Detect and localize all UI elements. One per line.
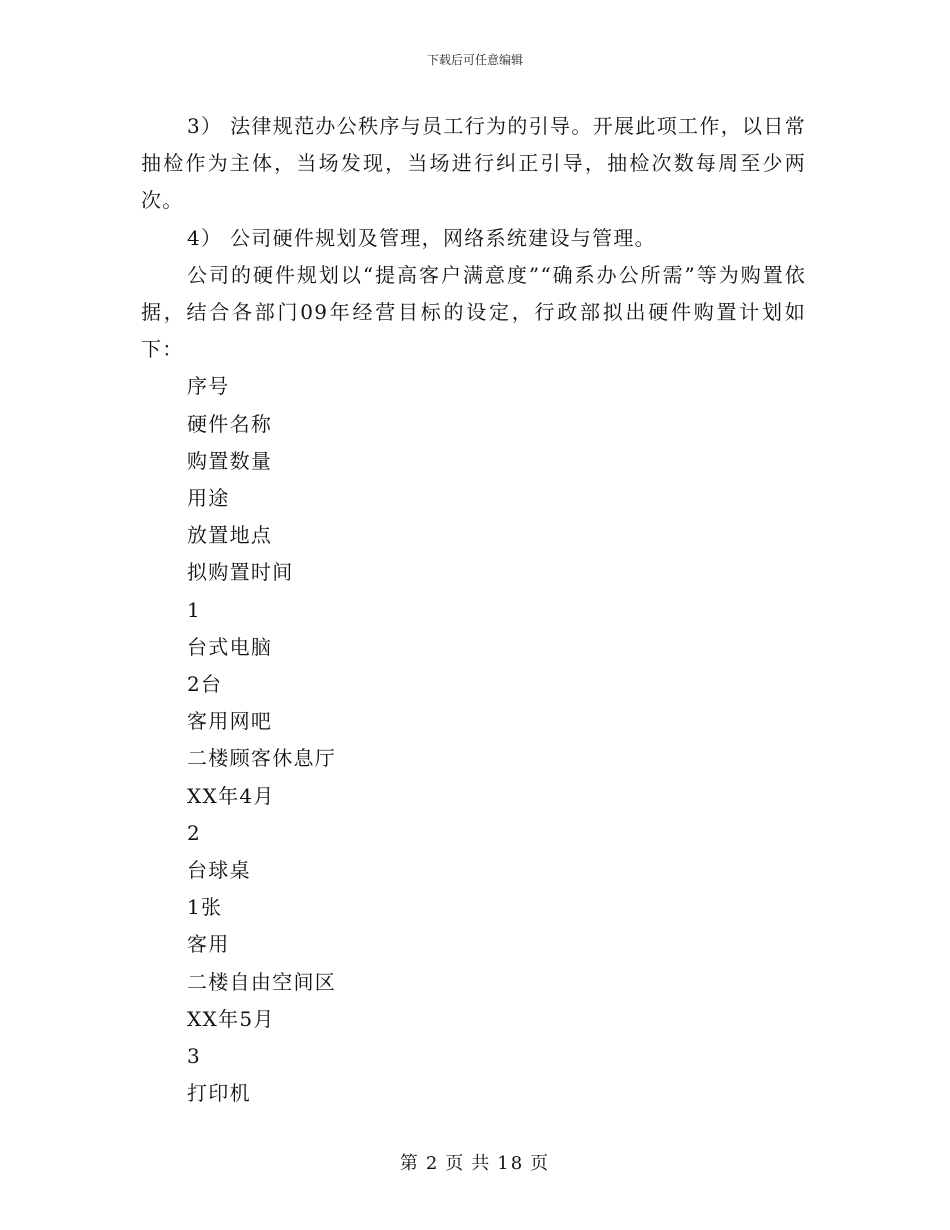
- footer-page-word: 页: [445, 1153, 466, 1174]
- table-cell: 客用: [187, 932, 230, 957]
- current-page-number: 2: [425, 1153, 440, 1174]
- table-cell: XX年5月: [187, 1006, 275, 1031]
- table-header-index: 序号: [187, 374, 230, 399]
- table-header-purchase-time: 拟购置时间: [187, 560, 294, 585]
- table-cell: 3: [187, 1044, 202, 1069]
- table-cell: 打印机: [187, 1081, 251, 1106]
- paragraph-law-regulation: 3） 法律规范办公秩序与员工行为的引导。开展此项工作，以日常抽检作为主体，当场发现，当场进行纠正引导，抽检次数每周至少两次。: [141, 114, 806, 213]
- table-header-hardware-name: 硬件名称: [187, 411, 273, 436]
- hardware-purchase-list: [141, 368, 806, 1112]
- table-cell: 二楼顾客休息厅: [187, 746, 337, 771]
- paragraph-purchase-basis: 公司的硬件规划以“提高客户满意度”“确系办公所需”等为购置依据，结合各部门09年经营目标的设定，行政部拟出硬件购置计划如下：: [141, 262, 806, 362]
- table-cell: 台式电脑: [187, 634, 273, 659]
- table-cell: 客用网吧: [187, 709, 273, 734]
- table-cell: 台球桌: [187, 858, 251, 883]
- footer-total-prefix: 共: [471, 1153, 492, 1174]
- table-cell: 2台: [187, 672, 223, 697]
- table-cell: 1张: [187, 895, 223, 920]
- page-number-footer: [0, 1152, 950, 1176]
- table-cell: 二楼自由空间区: [187, 969, 337, 994]
- paragraph-hardware-planning: 4） 公司硬件规划及管理，网络系统建设与管理。: [187, 225, 656, 250]
- table-cell: 1: [187, 597, 202, 622]
- table-header-purpose: 用途: [187, 486, 230, 511]
- table-cell: XX年4月: [187, 783, 275, 808]
- total-pages-number: 18: [497, 1153, 525, 1174]
- document-body: [141, 108, 806, 1112]
- table-header-location: 放置地点: [187, 523, 273, 548]
- table-header-quantity: 购置数量: [187, 448, 273, 473]
- footer-suffix: 页: [530, 1153, 551, 1174]
- footer-prefix: 第: [399, 1153, 420, 1174]
- page-header: 下载后可任意编辑: [426, 53, 523, 67]
- table-cell: 2: [187, 820, 202, 845]
